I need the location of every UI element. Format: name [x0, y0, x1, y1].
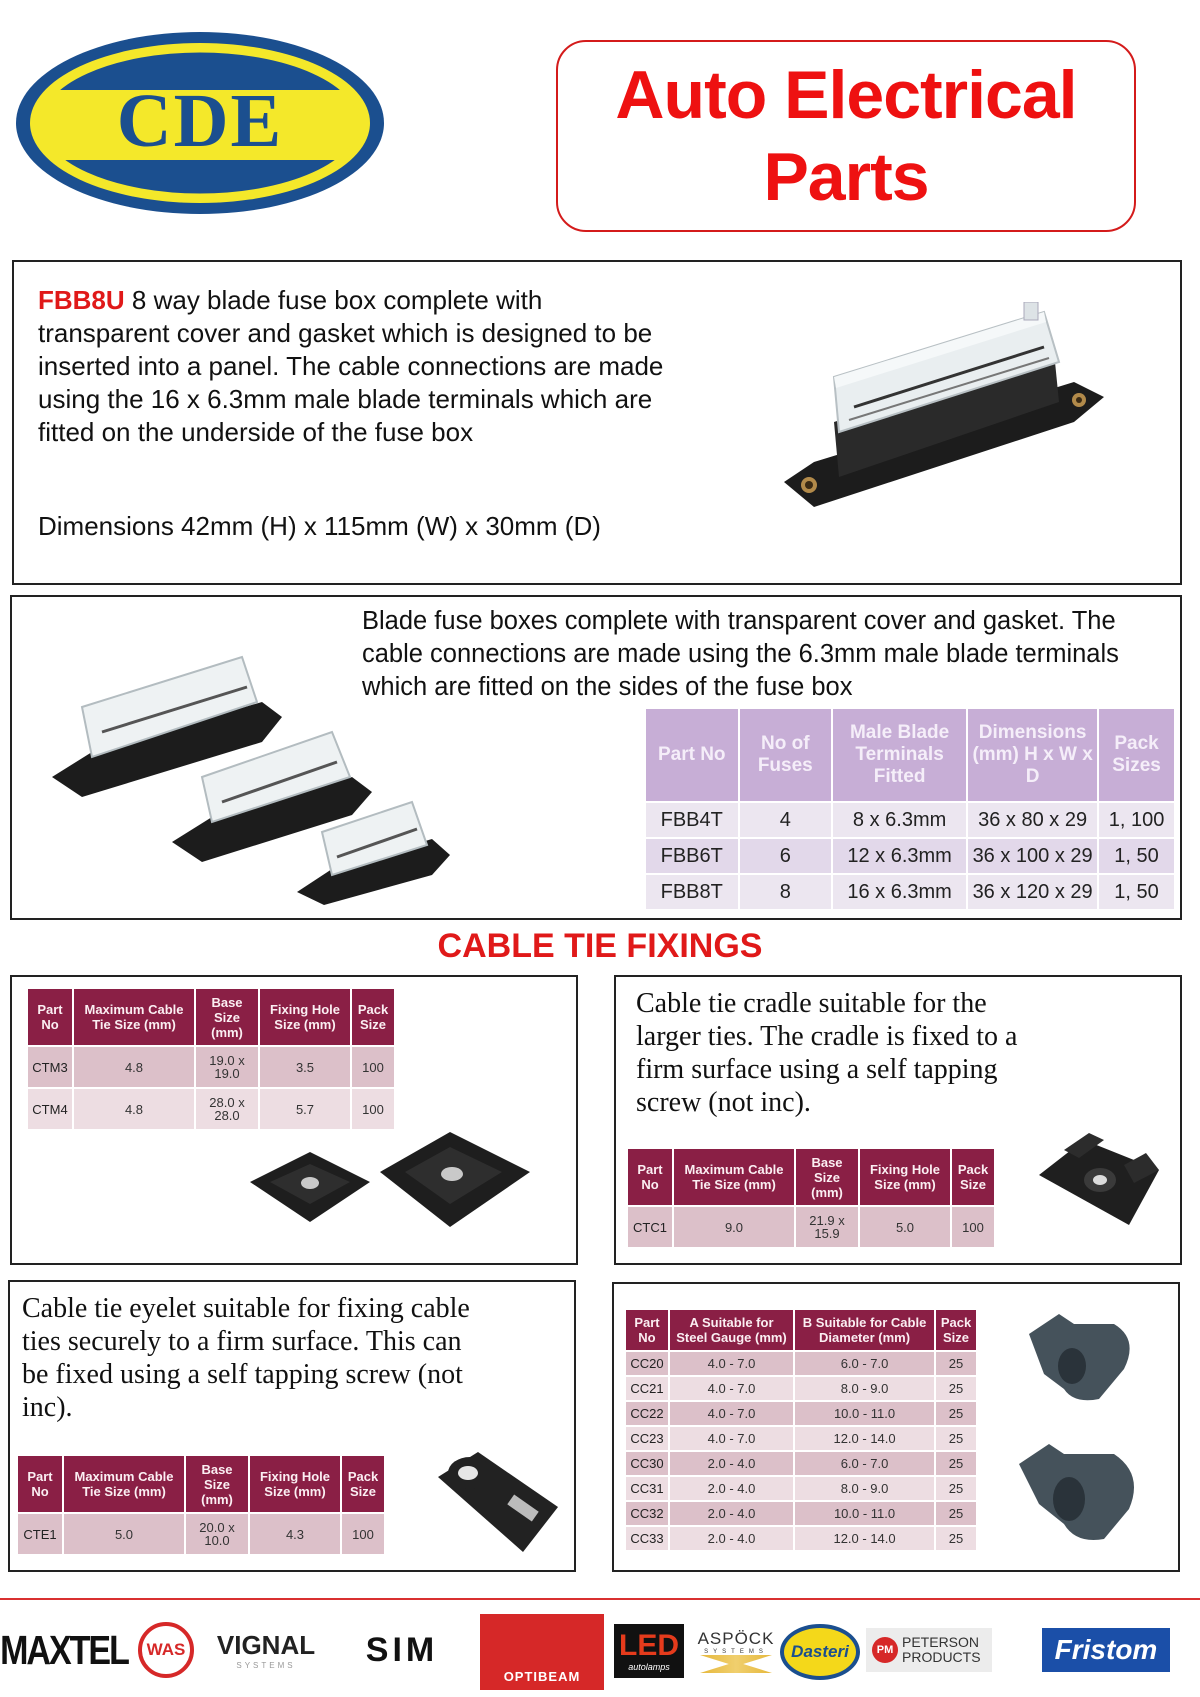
- cable-tie-mounts-panel: [10, 975, 578, 1265]
- cable-tie-eyelet-image: [428, 1447, 568, 1557]
- table-row: CC21 4.0 - 7.0 8.0 - 9.0 25: [626, 1377, 976, 1400]
- fbb8u-panel: [12, 260, 1182, 585]
- brand-logo-sim: SIM: [365, 1630, 439, 1669]
- table-row: CC20 4.0 - 7.0 6.0 - 7.0 25: [626, 1352, 976, 1375]
- aspock-rays-icon: [700, 1655, 772, 1673]
- table-row: FBB8T 8 16 x 6.3mm 36 x 120 x 29 1, 50: [646, 875, 1174, 909]
- table-row: CC23 4.0 - 7.0 12.0 - 14.0 25: [626, 1427, 976, 1450]
- brand-logo-aspock: ASPÖCK SYSTEMS: [696, 1624, 776, 1678]
- table-row: CC22 4.0 - 7.0 10.0 - 11.0 25: [626, 1402, 976, 1425]
- cde-logo: [14, 30, 386, 216]
- table-row: FBB6T 6 12 x 6.3mm 36 x 100 x 29 1, 50: [646, 839, 1174, 873]
- col-part-no: Part No: [646, 709, 738, 801]
- cable-clips-image: [1004, 1304, 1154, 1554]
- table-row: CC30 2.0 - 4.0 6.0 - 7.0 25: [626, 1452, 976, 1475]
- page-title-line1: Auto Electrical: [615, 57, 1077, 133]
- cable-tie-eyelet-table: Part No Maximum Cable Tie Size (mm) Base Size (mm) Fixing Hole Size (mm) Pack Size CTE1 5.0 20.0 x 10.0 4.3 100: [16, 1454, 386, 1556]
- fbb8u-dimensions: Dimensions 42mm (H) x 115mm (W) x 30mm (D): [38, 511, 601, 541]
- brand-logo-maxtel: MAXTEL: [0, 1627, 128, 1674]
- fbb8u-product-image: [774, 302, 1114, 522]
- col-pack-sizes: Pack Sizes: [1099, 709, 1174, 801]
- cable-clips-panel: [612, 1282, 1180, 1572]
- cable-tie-mounts-table: Part No Maximum Cable Tie Size (mm) Base Size (mm) Fixing Hole Size (mm) Pack Size CTM3 4.8 19.0 x 19.0 3.5 100 CTM4 4.8 28.0 x 28.0 5.7 100: [26, 987, 396, 1131]
- fbb8u-part-number: FBB8U: [38, 285, 125, 315]
- page-title-line2: Parts: [763, 139, 929, 215]
- cable-clips-table: Part No A Suitable for Steel Gauge (mm) B Suitable for Cable Diameter (mm) Pack Size CC20 4.0 - 7.0 6.0 - 7.0 25 CC21 4.0 - 7.0 8.0 - 9.0 25 CC22 4.0 - 7.0 10.0 - 11.0 25 CC23 4.0 - 7.0 12.0 - 14.0 25 CC30 2.0 - 4.0 6.0 - 7.0 25 CC31 2.0 - 4.0 8.0 - 9.0 25 CC32 2.0 - 4.0 10.0 - 11.0 25 CC33 2.0 - 4.0 12.0 - 14.0 25: [624, 1308, 978, 1552]
- blade-fuse-box-table: [644, 707, 1176, 911]
- brand-logo-was: WAS: [138, 1622, 194, 1678]
- cable-tie-cradle-image: [1034, 1125, 1164, 1235]
- logo-text: CDE: [116, 79, 284, 163]
- section-heading-cable-tie-fixings: CABLE TIE FIXINGS: [437, 927, 763, 965]
- col-no-of-fuses: No of Fuses: [740, 709, 832, 801]
- table-row: CC32 2.0 - 4.0 10.0 - 11.0 25: [626, 1502, 976, 1525]
- table-row: CTM4 4.8 28.0 x 28.0 5.7 100: [28, 1089, 394, 1129]
- page-title-box: [556, 40, 1136, 232]
- cable-tie-cradle-description: Cable tie cradle suitable for the larger ties. The cradle is fixed to a firm surface using a self tapping screw (not inc).: [636, 988, 1018, 1118]
- brand-logos-strip: [0, 1610, 1200, 1690]
- cable-tie-eyelet-panel: [8, 1280, 576, 1572]
- cable-tie-cradle-panel: [614, 975, 1182, 1265]
- col-male-blade-terminals: Male Blade Terminals Fitted: [833, 709, 966, 801]
- cable-tie-cradle-table: Part No Maximum Cable Tie Size (mm) Base Size (mm) Fixing Hole Size (mm) Pack Size CTC1 9.0 21.9 x 15.9 5.0 100: [626, 1147, 996, 1249]
- table-row: CC31 2.0 - 4.0 8.0 - 9.0 25: [626, 1477, 976, 1500]
- brand-logo-vignal: VIGNAL SYSTEMS: [216, 1630, 316, 1670]
- blade-fuse-boxes-description: Blade fuse boxes complete with transparent cover and gasket. The cable connections are made using the 6.3mm male blade terminals which are fitted on the sides of the fuse box: [362, 607, 1119, 701]
- footer-divider: [0, 1598, 1200, 1600]
- col-dimensions: Dimensions (mm) H x W x D: [968, 709, 1097, 801]
- brand-logo-peterson-products: PM PETERSON PRODUCTS: [866, 1628, 992, 1672]
- brand-logo-optibeam: OPTIBEAM: [480, 1614, 604, 1690]
- pm-badge-icon: PM: [872, 1637, 898, 1663]
- fbb8u-description: FBB8U 8 way blade fuse box complete with transparent cover and gasket which is designed to be inserted into a panel. The cable connections are made using the 16 x 6.3mm male blade terminals which are fitted on the underside of the fuse box: [38, 285, 664, 447]
- cable-tie-eyelet-description: Cable tie eyelet suitable for fixing cable ties securely to a firm surface. This can be fixed using a self tapping screw (not inc).: [22, 1293, 470, 1423]
- table-row: CTM3 4.8 19.0 x 19.0 3.5 100: [28, 1047, 394, 1087]
- blade-fuse-boxes-panel: [10, 595, 1182, 920]
- cable-tie-mounts-image: [240, 1112, 570, 1252]
- brand-logo-dasteri: Dasteri: [780, 1624, 860, 1680]
- table-row: FBB4T 4 8 x 6.3mm 36 x 80 x 29 1, 100: [646, 803, 1174, 837]
- table-row: CC33 2.0 - 4.0 12.0 - 14.0 25: [626, 1527, 976, 1550]
- brand-logo-led-autolamps: LED autolamps: [614, 1624, 684, 1678]
- table-row: CTC1 9.0 21.9 x 15.9 5.0 100: [628, 1207, 994, 1247]
- brand-logo-fristom: Fristom: [1042, 1628, 1170, 1672]
- table-row: CTE1 5.0 20.0 x 10.0 4.3 100: [18, 1514, 384, 1554]
